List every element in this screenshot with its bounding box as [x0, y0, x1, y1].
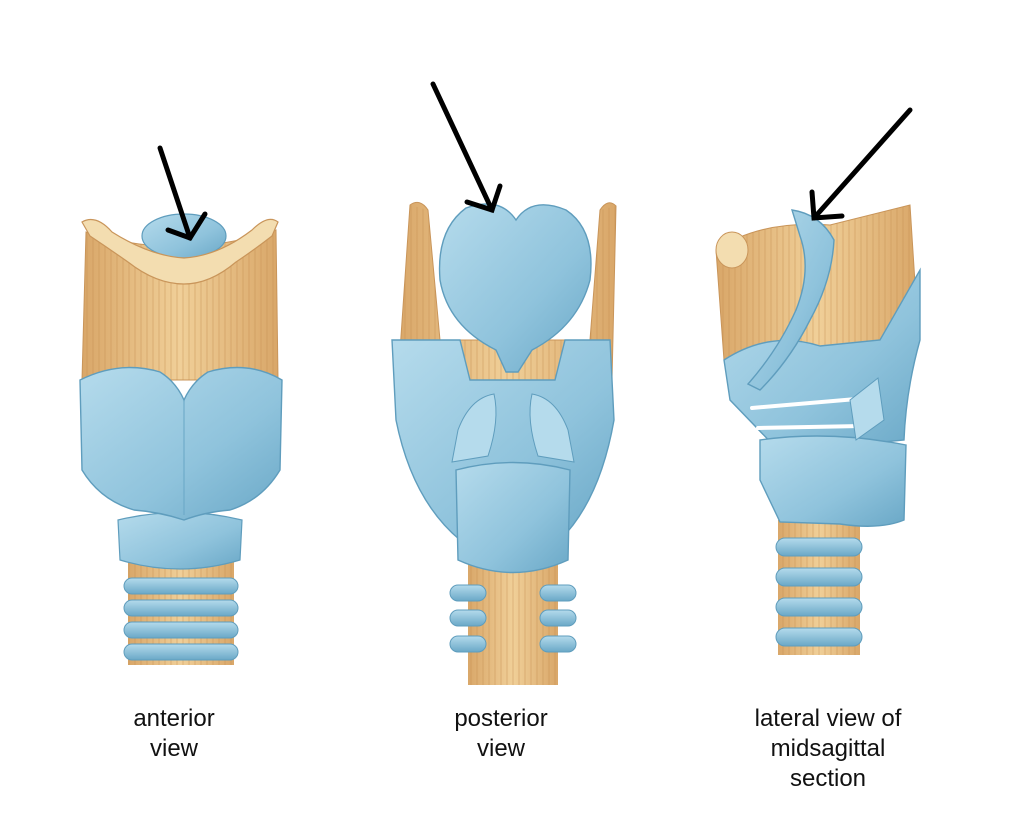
- anterior-cricoid-cartilage: [118, 513, 242, 570]
- posterior-cricoid-lamina: [456, 463, 570, 573]
- caption-line: midsagittal: [770, 735, 886, 762]
- caption-line: anterior: [133, 705, 215, 732]
- anterior-thyroid-cartilage: [80, 368, 282, 521]
- anterior-view-illustration: [80, 214, 282, 665]
- caption-line: section: [789, 765, 867, 792]
- lateral-view-illustration: [716, 205, 920, 655]
- caption-line: view: [476, 735, 525, 762]
- posterior-view-illustration: [392, 202, 616, 685]
- caption-line: posterior: [454, 705, 548, 732]
- lateral-arrow-icon: [812, 110, 910, 218]
- caption-line: view: [149, 735, 198, 762]
- caption-posterior-view: [421, 704, 581, 764]
- caption-lateral-view: [728, 704, 928, 794]
- caption-anterior-view: [94, 704, 254, 764]
- posterior-arrow-icon: [433, 84, 500, 210]
- lateral-cricoid-cartilage: [760, 436, 906, 526]
- lateral-hyoid-section: [716, 232, 748, 268]
- caption-line: lateral view of: [754, 705, 902, 732]
